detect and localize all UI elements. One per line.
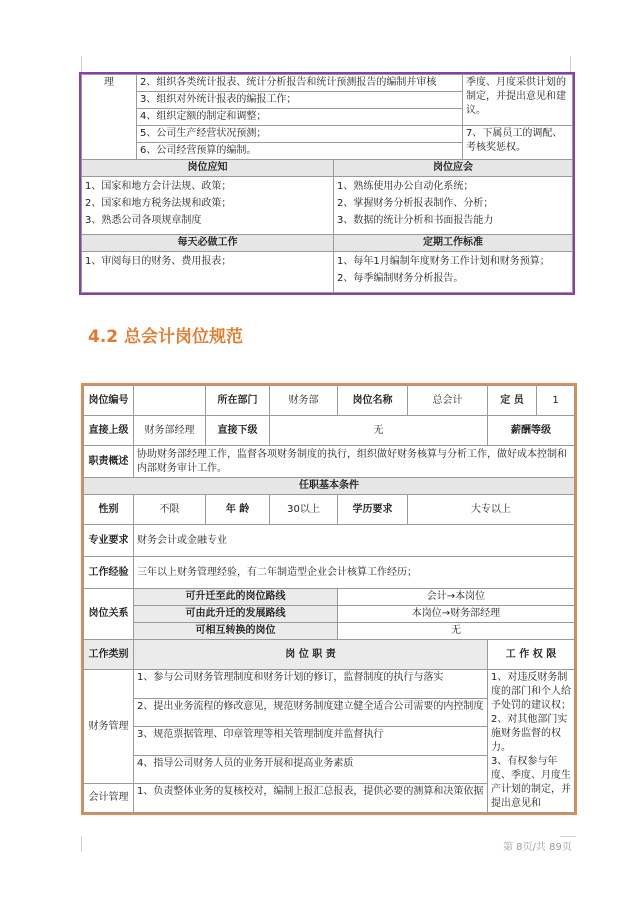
table-row [82, 235, 573, 252]
relation-row-label: 可升迁至此的岗位路线 [134, 589, 338, 606]
rights-header: 工 作 权 限 [488, 640, 575, 670]
major-value: 财务会计或金融专业 [134, 525, 575, 557]
should-master-item: 2、掌握财务分析报表制作、分析； [337, 198, 494, 209]
duty-item: 6、公司经营预算的编制。 [137, 143, 463, 160]
fin-duty-item: 1、参与公司财务管理制度和财务计划的修订，监督制度的执行与落实 [134, 670, 488, 699]
superior-value: 财务部经理 [134, 416, 206, 446]
periodic-work-title: 定期工作标准 [334, 235, 573, 252]
table-row [84, 557, 575, 589]
should-know-item: 2、国家和地方税务法规和政策； [85, 198, 232, 209]
table-row [82, 126, 573, 143]
age-value: 30以上 [270, 495, 338, 525]
gender-label: 性别 [84, 495, 134, 525]
subordinate-label: 直接下级 [206, 416, 270, 446]
corner-guide [81, 836, 82, 852]
acc-mgmt-label: 会计管理 [84, 784, 134, 813]
relation-label: 岗位关系 [84, 589, 134, 640]
requirements-title: 任职基本条件 [84, 478, 575, 495]
education-label: 学历要求 [338, 495, 408, 525]
duty-item: 2、组织各类统计报表、统计分析报告和统计预测报告的编制并审核 [137, 75, 463, 92]
table-row [84, 495, 575, 525]
post-name-value: 总会计 [408, 386, 488, 416]
should-master-title: 岗位应会 [334, 160, 573, 177]
rights-text: 7、下属员工的调配、考核奖惩权。 [463, 126, 573, 160]
periodic-work-item: 2、每季编制财务分析报告。 [337, 273, 464, 284]
fin-rights-text: 1、对违反财务制度的部门和个人给予处罚的建议权； 2、对其他部门实施财务监督的权力。 3、有权参与年度、季度、月度生产计划的制定，并提出意见和 [488, 670, 575, 813]
table-row [84, 670, 575, 699]
corner-guide [570, 56, 571, 72]
experience-label: 工作经验 [84, 557, 134, 589]
overview-label: 职责概述 [84, 446, 134, 478]
table-row [84, 478, 575, 495]
relation-row-value: 会计→本岗位 [338, 589, 575, 606]
should-know-item: 3、熟悉公司各项规章制度 [85, 215, 202, 226]
education-value: 大专以上 [408, 495, 575, 525]
table-row [84, 606, 575, 623]
fin-duty-item: 4、指导公司财务人员的业务开展和提高业务素质 [134, 755, 488, 784]
table-row [84, 416, 575, 446]
staff-label: 定 员 [488, 386, 537, 416]
age-label: 年 龄 [206, 495, 270, 525]
post-no-value [134, 386, 206, 416]
page-footer: 第 8页/共 89页 [503, 842, 572, 853]
overview-value: 协助财务部经理工作，监督各项财务制度的执行，组织做好财务核算与分析工作，做好成本控制和内部财务审计工作。 [134, 446, 575, 478]
table-row [84, 640, 575, 670]
duty-header: 岗 位 职 责 [134, 640, 488, 670]
table-row [84, 589, 575, 606]
gender-value: 不限 [134, 495, 206, 525]
acc-duty-item: 1、负责整体业务的复核校对，编制上报汇总报表，提供必要的测算和决策依据 [134, 784, 488, 813]
salary-label: 薪酬等级 [488, 416, 575, 446]
relation-row-label: 可相互转换的岗位 [134, 623, 338, 640]
experience-value: 三年以上财务管理经验，有二年制造型企业会计核算工作经历； [134, 557, 575, 589]
duty-item: 4、组织定额的制定和调整； [137, 109, 463, 126]
superior-label: 直接上级 [84, 416, 134, 446]
finance-manager-table [81, 74, 573, 293]
table-row [82, 177, 573, 235]
table-row [84, 386, 575, 416]
fin-duty-item: 3、规范票据管理、印章管理等相关管理制度并监督执行 [134, 727, 488, 756]
duty-item: 3、组织对外统计报表的编报工作； [137, 92, 463, 109]
fin-mgmt-label: 财务管理 [84, 670, 134, 784]
table-row [84, 525, 575, 557]
corner-guide [560, 836, 576, 837]
relation-row-label: 可由此升迁的发展路线 [134, 606, 338, 623]
table-row [84, 446, 575, 478]
should-know-title: 岗位应知 [82, 160, 334, 177]
post-name-label: 岗位名称 [338, 386, 408, 416]
table-row [82, 252, 573, 293]
role-label: 理 [82, 75, 137, 160]
daily-work-title: 每天必做工作 [82, 235, 334, 252]
should-master-item: 3、数据的统计分析和书面报告能力 [337, 215, 494, 226]
table-row [82, 160, 573, 177]
should-know-item: 1、国家和地方会计法规、政策； [85, 181, 232, 192]
periodic-work-item: 1、每年1月编制年度财务工作计划和财务预算； [337, 256, 550, 267]
section-title: 4.2 总会计岗位规范 [88, 327, 244, 347]
dept-value: 财务部 [270, 386, 338, 416]
dept-label: 所在部门 [206, 386, 270, 416]
staff-value: 1 [537, 386, 575, 416]
rights-text: 季度、月度采供计划的制定，并提出意见和建议。 [463, 75, 573, 126]
fin-duty-item: 2、提出业务流程的修改意见，规范财务制度建立健全适合公司需要的内控制度 [134, 698, 488, 727]
relation-row-value: 无 [338, 623, 575, 640]
worktype-label: 工作类别 [84, 640, 134, 670]
table-row [84, 623, 575, 640]
chief-accountant-table [83, 385, 575, 813]
daily-work-item: 1、审阅每日的财务、费用报表； [85, 256, 232, 267]
corner-guide [81, 56, 82, 72]
post-no-label: 岗位编号 [84, 386, 134, 416]
duty-item: 5、公司生产经营状况预测； [137, 126, 463, 143]
major-label: 专业要求 [84, 525, 134, 557]
should-master-item: 1、熟练使用办公自动化系统； [337, 181, 474, 192]
subordinate-value: 无 [270, 416, 488, 446]
table-row [82, 75, 573, 92]
relation-row-value: 本岗位→财务部经理 [338, 606, 575, 623]
